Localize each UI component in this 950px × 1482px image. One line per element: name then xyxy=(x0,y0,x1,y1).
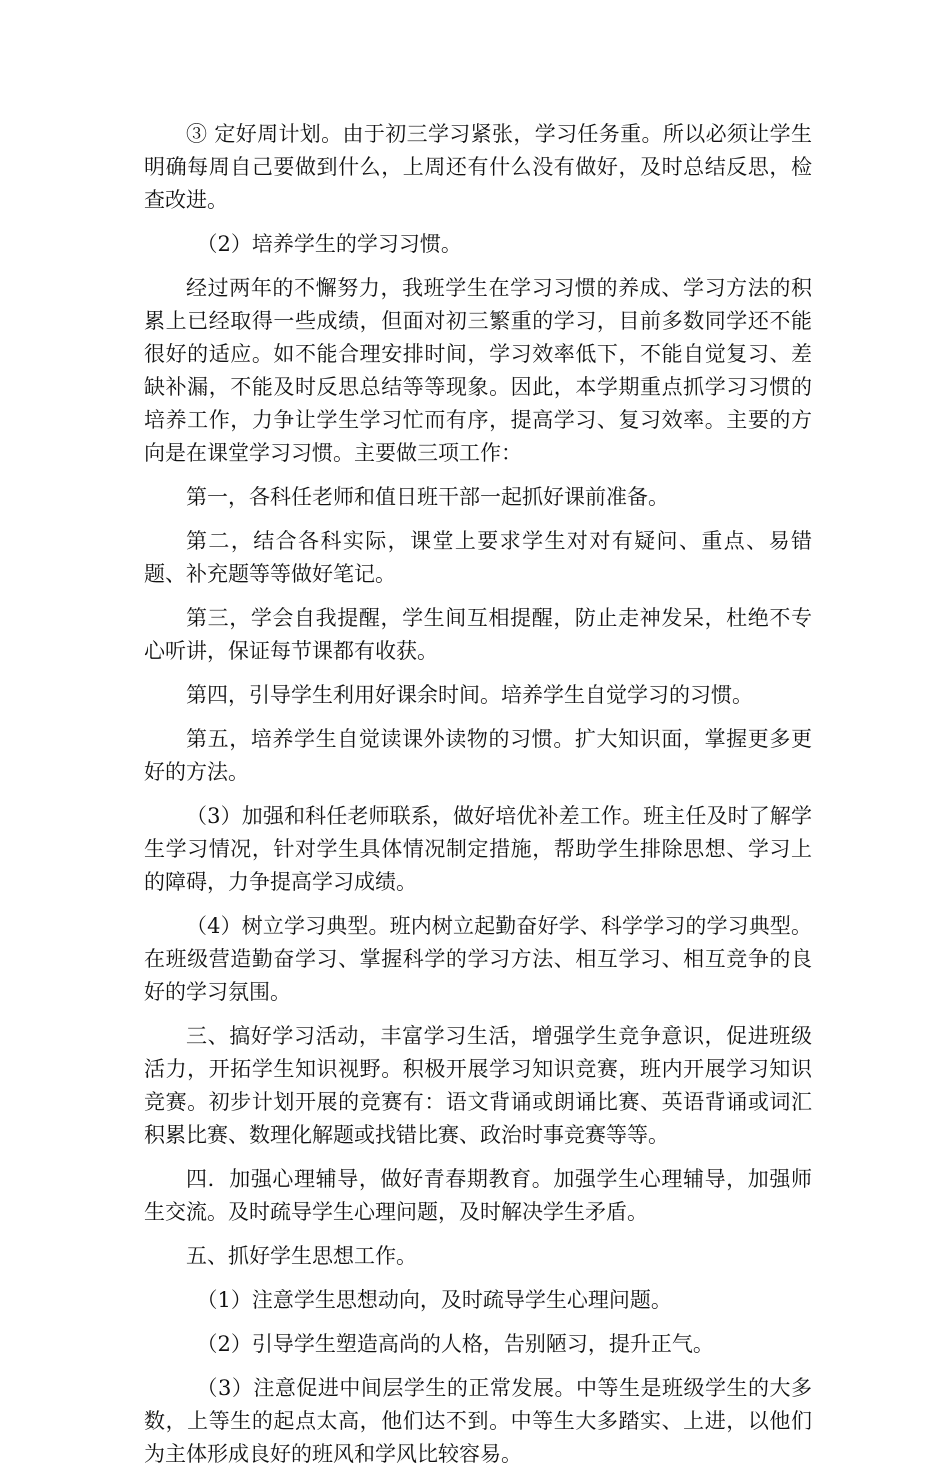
paragraph-item-first: 第一，各科任老师和值日班干部一起抓好课前准备。 xyxy=(186,485,669,509)
paragraph-item-third: 第三，学会自我提醒，学生间互相提醒，防止走神发呆，杜绝不专心听讲，保证每节课都有收获。 xyxy=(144,606,812,663)
paragraph-ideological-item-3: （3）注意促进中间层学生的正常发展。中等生是班级学生的大多数，上等生的起点太高，他们达不到。中等生大多踏实、上进，以他们为主体形成良好的班风和学风比较容易。 xyxy=(144,1376,812,1466)
paragraph-role-model: （4）树立学习典型。班内树立起勤奋好学、科学学习的学习典型。在班级营造勤奋学习、掌握科学的学习方法、相互学习、相互竞争的良好的学习氛围。 xyxy=(144,914,812,1004)
paragraph-habit-body: 经过两年的不懈努力，我班学生在学习习惯的养成、学习方法的积累上已经取得一些成绩，但面对初三繁重的学习，目前多数同学还不能很好的适应。如不能合理安排时间，学习效率低下，不能自觉复习、差缺补漏，不能及时反思总结等等现象。因此，本学期重点抓学习习惯的培养工作，力争让学生学习忙而有序，提高学习、复习效率。主要的方向是在课堂学习习惯。主要做三项工作： xyxy=(144,276,812,465)
paragraph-teacher-contact: （3）加强和科任老师联系，做好培优补差工作。班主任及时了解学生学习情况，针对学生具体情况制定措施，帮助学生排除思想、学习上的障碍，力争提高学习成绩。 xyxy=(144,804,812,894)
paragraph-ideological-work: 五、抓好学生思想工作。 xyxy=(186,1244,417,1268)
paragraph-psychological-counseling: 四．加强心理辅导，做好青春期教育。加强学生心理辅导，加强师生交流。及时疏导学生心理问题，及时解决学生矛盾。 xyxy=(144,1167,812,1224)
document-body xyxy=(144,118,812,1482)
paragraph-item-fifth: 第五，培养学生自觉读课外读物的习惯。扩大知识面，掌握更多更好的方法。 xyxy=(144,727,812,784)
paragraph-ideological-item-2: （2）引导学生塑造高尚的人格，告别陋习，提升正气。 xyxy=(196,1332,714,1356)
paragraph-item-second: 第二，结合各科实际，课堂上要求学生对对有疑问、重点、易错题、补充题等等做好笔记。 xyxy=(144,529,812,586)
paragraph-item-fourth: 第四，引导学生利用好课余时间。培养学生自觉学习的习惯。 xyxy=(186,683,753,707)
paragraph-weekly-plan: ③ 定好周计划。由于初三学习紧张，学习任务重。所以必须让学生明确每周自己要做到什么，上周还有什么没有做好，及时总结反思，检查改进。 xyxy=(144,122,812,212)
paragraph-ideological-item-1: （1）注意学生思想动向，及时疏导学生心理问题。 xyxy=(196,1288,672,1312)
paragraph-habit-heading: （2）培养学生的学习习惯。 xyxy=(196,232,462,256)
paragraph-learning-activities: 三、搞好学习活动，丰富学习生活，增强学生竞争意识，促进班级活力，开拓学生知识视野。积极开展学习知识竞赛，班内开展学习知识竞赛。初步计划开展的竞赛有：语文背诵或朗诵比赛、英语背诵或词汇积累比赛、数理化解题或找错比赛、政治时事竞赛等等。 xyxy=(144,1024,812,1147)
